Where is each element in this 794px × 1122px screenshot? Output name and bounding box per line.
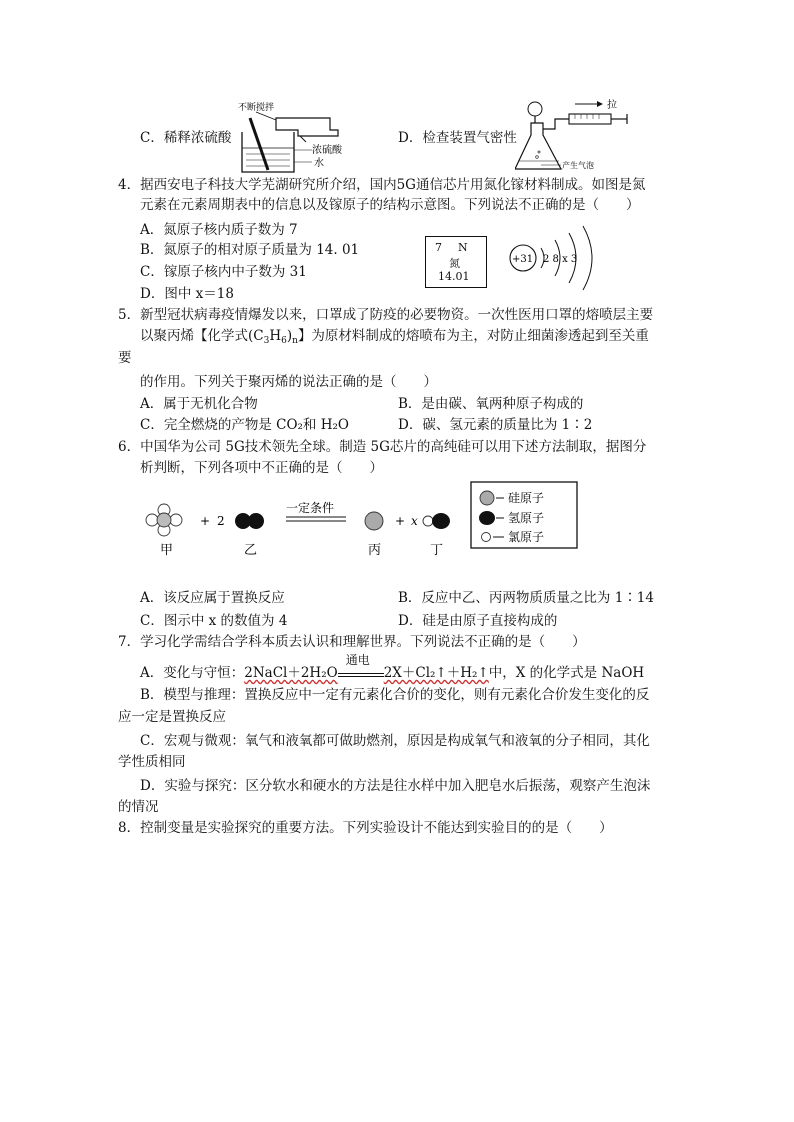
- q6-option-a: A．该反应属于置换反应: [140, 590, 285, 606]
- q5-stem-line3: 要: [118, 350, 132, 366]
- q4-nucleus-label: +31: [512, 254, 534, 265]
- q4-stem-line1: 4．据西安电子科技大学芜湖研究所介绍，国内5G通信芯片用氮化镓材料制成。如图是氮: [118, 177, 646, 193]
- q6-stem-line1: 6．中国华为公司 5G技术领先全球。制造 5G芯片的高纯硅可以用下述方法制取，据图分: [118, 439, 647, 455]
- q6-option-b: B．反应中乙、丙两物质质量之比为 1∶14: [398, 590, 654, 606]
- q7-option-c-line2: 学性质相同: [118, 754, 186, 770]
- q4-stem-line2: 元素在元素周期表中的信息以及镓原子的结构示意图。下列说法不正确的是（ ）: [140, 197, 640, 213]
- q7-option-a: A．变化与守恒：2NaCl＋2H₂O 通电 2X＋Cl₂↑＋H₂↑中，X 的化学式是 NaOH: [140, 653, 645, 681]
- q3-option-c: C．稀释浓硫酸: [140, 130, 232, 146]
- q3-pull-label: 拉: [607, 100, 617, 111]
- q5-option-a: A．属于无机化合物: [140, 396, 258, 412]
- q6-reaction-diagram: [140, 480, 580, 560]
- q4-option-b: B．氮原子的相对原子质量为 14. 01: [140, 242, 360, 258]
- q4-option-c: C．镓原子核内中子数为 31: [140, 264, 307, 280]
- q7-option-b-line1: B．模型与推理：置换反应中一定有元素化合价的变化，则有元素化合价发生变化的反: [140, 687, 650, 703]
- q6-condition: 一定条件: [286, 501, 335, 515]
- q7-option-d-line1: D．实验与探究：区分软水和硬水的方法是往水样中加入肥皂水后振荡，观察产生泡沫: [140, 778, 651, 794]
- q6-option-d: D．硅是由原子直接构成的: [398, 613, 558, 629]
- q4-atomic-mass: 14.01: [438, 270, 470, 283]
- q6-label-ding: 丁: [430, 543, 444, 558]
- q6-legend-cl: 氯原子: [508, 530, 545, 544]
- q6-coef-x: x: [411, 514, 418, 528]
- q6-label-yi: 乙: [244, 543, 258, 558]
- q3-bubble-label: 产生气泡: [562, 161, 594, 170]
- q5-option-b: B．是由碳、氧两种原子构成的: [398, 396, 584, 412]
- q3-acid-label: 浓硫酸: [312, 145, 342, 156]
- q4-gallium-diagram: [505, 222, 620, 294]
- q4-element-name: 氮: [449, 257, 460, 270]
- q6-molecule-jia: [146, 504, 182, 536]
- q7-option-d-line2: 的情况: [118, 799, 159, 815]
- q4-atomic-number: 7: [435, 241, 442, 254]
- q6-legend-si: 硅原子: [508, 491, 545, 505]
- q5-stem-line2: 以聚丙烯【化学式$(C_3H_6)_n$】为原材料制成的熔喷布为主，对防止细菌渗透起到至关重: [140, 328, 649, 346]
- q5-option-c: C．完全燃烧的产物是 CO₂和 H₂O: [140, 417, 349, 433]
- q5-stem-line1: 5．新型冠状病毒疫情爆发以来，口罩成了防疫的必要物资。一次性医用口罩的熔喷层主要: [118, 307, 654, 323]
- q7-option-c-line1: C．宏观与微观：氧气和液氧都可做助燃剂，原因是构成氧气和液氧的分子相同，其化: [140, 733, 650, 749]
- q6-option-c: C．图示中 x 的数值为 4: [140, 613, 288, 629]
- q5-stem-line4: 的作用。下列关于聚丙烯的说法正确的是（ ）: [140, 374, 437, 390]
- q3-dilution-figure: [228, 100, 378, 175]
- q6-label-bing: 丙: [368, 543, 382, 558]
- q8-stem: 8．控制变量是实验探究的重要方法。下列实验设计不能达到实验目的的是（ ）: [118, 820, 613, 836]
- q6-label-jia: 甲: [160, 543, 174, 558]
- q3-water-label: 水: [314, 158, 324, 169]
- q7-stem: 7．学习化学需结合学科本质去认识和理解世界。下列说法不正确的是（ ）: [118, 634, 586, 650]
- q4-option-a: A．氮原子核内质子数为 7: [140, 222, 298, 238]
- q6-stem-line2: 析判断，下列各项中不正确的是（ ）: [140, 460, 383, 476]
- q7-condition: 通电: [345, 653, 370, 667]
- q5-option-d: D．碳、氢元素的质量比为 1∶2: [398, 417, 593, 433]
- q4-symbol: N: [458, 241, 468, 254]
- q3-airtight-figure: [515, 95, 655, 177]
- q4-option-d: D．图中 x＝18: [140, 286, 234, 302]
- q7-option-b-line2: 应一定是置换反应: [118, 709, 226, 725]
- q4-shell-numbers: 2 8 x 3: [543, 254, 578, 265]
- svg-text:+: +: [200, 514, 211, 528]
- svg-text:+: +: [395, 514, 406, 528]
- q6-legend-h: 氢原子: [508, 511, 545, 525]
- q3-stir-label: 不断搅拌: [238, 103, 275, 113]
- q6-coef-2: 2: [217, 514, 225, 528]
- q4-periodic-cell: [425, 236, 487, 288]
- q3-option-d: D．检查装置气密性: [398, 130, 517, 146]
